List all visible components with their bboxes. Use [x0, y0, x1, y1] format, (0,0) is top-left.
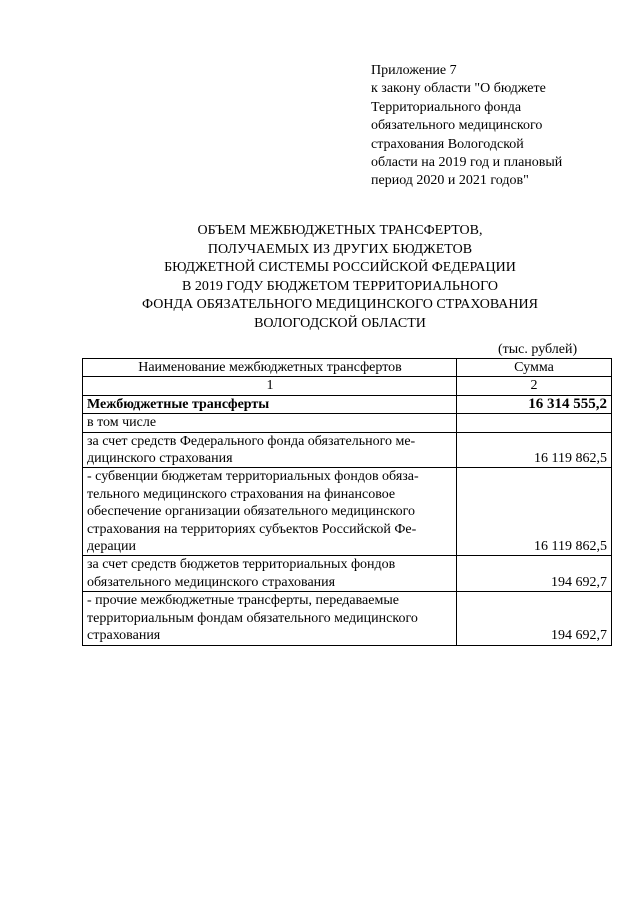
row-sum: 16 119 862,5	[457, 432, 612, 468]
row-name	[83, 395, 457, 413]
header-name: Наименование межбюджетных трансфертов	[83, 359, 457, 377]
row-sum	[457, 414, 612, 432]
row-name	[83, 468, 457, 556]
row-name-line: территориальным фондам обязательного медицинского	[87, 610, 418, 626]
column-number-2: 2	[457, 377, 612, 395]
header-sum: Сумма	[457, 359, 612, 377]
row-name-line: Межбюджетные трансферты	[87, 396, 270, 412]
row-name	[83, 432, 457, 468]
appendix-line: обязательного медицинского	[371, 118, 543, 134]
row-sum: 16 314 555,2	[457, 395, 612, 413]
title-line: В 2019 ГОДУ БЮДЖЕТОМ ТЕРРИТОРИАЛЬНОГО	[182, 278, 498, 294]
appendix-line: страхования Вологодской	[371, 136, 524, 152]
row-name	[83, 414, 457, 432]
row-name-line: в том числе	[87, 415, 157, 431]
appendix-line: период 2020 и 2021 годов"	[371, 173, 529, 189]
row-name-line: за счет средств бюджетов территориальных фондов	[87, 557, 396, 573]
title-line: ВОЛОГОДСКОЙ ОБЛАСТИ	[254, 315, 426, 331]
row-name-line: за счет средств Федерального фонда обязательного ме-	[87, 433, 416, 449]
row-sum: 194 692,7	[457, 592, 612, 645]
title-line: ОБЪЕМ МЕЖБЮДЖЕТНЫХ ТРАНСФЕРТОВ,	[197, 223, 483, 238]
document-title	[70, 222, 610, 333]
row-name	[83, 556, 457, 592]
table-row	[83, 592, 612, 645]
units-label: (тыс. рублей)	[498, 342, 578, 357]
title-line: ФОНДА ОБЯЗАТЕЛЬНОГО МЕДИЦИНСКОГО СТРАХОВАНИЯ	[142, 297, 538, 312]
column-number-row	[83, 377, 612, 395]
appendix-line: к закону области "О бюджете	[371, 81, 546, 97]
appendix-line: Территориального фонда	[371, 99, 522, 115]
title-line: БЮДЖЕТНОЙ СИСТЕМЫ РОССИЙСКОЙ ФЕДЕРАЦИИ	[164, 260, 516, 275]
column-number-1: 1	[83, 377, 457, 395]
row-name-line: страхования	[87, 628, 161, 644]
row-name-line: обеспечение организации обязательного медицинского	[87, 504, 416, 520]
row-name	[83, 592, 457, 645]
row-name-line: обязательного медицинского страхования	[87, 574, 336, 590]
appendix-line: области на 2019 год и плановый	[371, 155, 563, 171]
appendix-line: Приложение 7	[371, 63, 457, 78]
row-name-line: страхования на территориях субъектов Российской Фе-	[87, 521, 417, 537]
row-name-line: тельного медицинского страхования на финансовое	[87, 486, 396, 502]
table-row	[83, 395, 612, 413]
row-sum: 194 692,7	[457, 556, 612, 592]
transfers-table	[82, 358, 612, 646]
row-name-line: дицинского страхования	[87, 451, 233, 467]
row-sum: 16 119 862,5	[457, 468, 612, 556]
table-row	[83, 432, 612, 468]
table-row	[83, 556, 612, 592]
appendix-reference	[371, 62, 611, 191]
table-header-row	[83, 359, 612, 377]
table-row	[83, 414, 612, 432]
row-name-line: дерации	[87, 539, 137, 555]
row-name-line: - субвенции бюджетам территориальных фондов обяза-	[87, 469, 419, 485]
row-name-line: - прочие межбюджетные трансферты, передаваемые	[87, 593, 399, 609]
title-line: ПОЛУЧАЕМЫХ ИЗ ДРУГИХ БЮДЖЕТОВ	[207, 241, 473, 257]
table-row	[83, 468, 612, 556]
